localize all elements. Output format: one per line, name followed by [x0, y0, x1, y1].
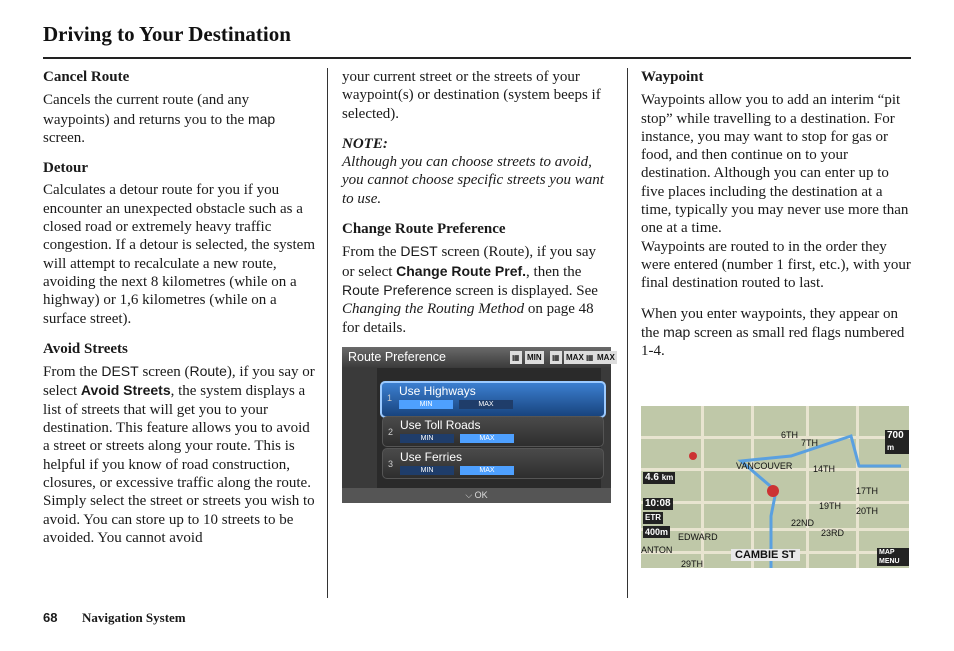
column-right [641, 68, 913, 360]
chip-icon: ▦ [586, 353, 594, 362]
eta-label: ETR [645, 513, 661, 522]
cancel-route-heading: Cancel Route [43, 69, 130, 85]
route-option-ferries[interactable]: 3 Use Ferries MIN MAX [382, 448, 604, 479]
route-option-highways[interactable]: 1 Use Highways MIN MAX [380, 381, 606, 418]
page-title: Driving to Your Destination [43, 22, 291, 46]
street-label: 22ND [791, 518, 815, 528]
column-divider [627, 68, 628, 598]
chevron-down-icon: ⌵ [465, 490, 473, 500]
avoid-streets-heading: Avoid Streets [43, 340, 128, 357]
next-turn-distance: 400m [645, 527, 669, 537]
max-button[interactable]: MAX [459, 400, 513, 409]
waypoint-order-body: Waypoints are routed to in the order they were entered (number 1 first, etc.), with your final destination routed to last. [641, 238, 911, 292]
min-button[interactable]: MIN [400, 434, 454, 443]
max-button[interactable]: MAX [460, 434, 514, 443]
street-label: 17TH [856, 486, 879, 496]
column-middle [342, 68, 612, 337]
avoid-streets-body: From the DEST screen (Route), if you say or select Avoid Streets, the system displays a list of streets that will get you to your destination. This feature allows you to avoid a street or streets along your route. This is helpful if you know of road construction, closures, or excessive traffic along the route. Simply select the street or streets you wish to avoid. You can store up to 10 streets to be avoided. You cannot avoid [43, 363, 315, 546]
waypoint-body: Waypoints allow you to add an interim “pit stop” while travelling to a destination. For instance, you may want to stop for gas or food, and then continue on to your destination. Although you can enter up to five places including the destination at a time, typically you may never use more than one at a time. [641, 92, 909, 237]
min-button[interactable]: MIN [399, 400, 453, 409]
detour-heading: Detour [43, 160, 88, 177]
note-heading: NOTE: [342, 135, 388, 152]
street-label: 14TH [813, 464, 836, 474]
column-left [43, 68, 315, 547]
street-label: 6TH [781, 430, 799, 440]
street-label: 7TH [801, 438, 819, 448]
chip-max: MAX [597, 353, 615, 362]
note-body: Although you can choose streets to avoid, you cannot choose specific streets you want to use. [342, 154, 604, 207]
waypoint-flag [767, 485, 779, 497]
ok-button[interactable]: ⌵ OK [342, 488, 611, 503]
chip-icon: ▦ [512, 353, 520, 362]
detour-body: Calculates a detour route for you if you encounter an unexpected obstacle such as a closed road or extremely heavy traffic congestion. If a detour is selected, the system will attempt to recalculate a new route, avoiding the next 8 kilometres (while on a highway) or 1,6 kilometres (while on a surface street). [43, 182, 316, 327]
change-route-body: From the DEST screen (Route), if you say or select Change Route Pref., then the Route Preference screen is displayed. See Changing the Routing Method on page 48 for details. [342, 243, 598, 336]
title-rule [43, 57, 911, 59]
street-label: ANTON [641, 545, 673, 555]
footer-section: Navigation System [82, 610, 186, 625]
route-preference-titlebar [342, 347, 615, 368]
current-street: CAMBIE ST [731, 549, 800, 561]
street-label: EDWARD [678, 532, 718, 542]
page-number: 68 [43, 610, 58, 625]
side-panel [342, 368, 377, 488]
max-button[interactable]: MAX [460, 466, 514, 475]
waypoint-heading: Waypoint [641, 69, 704, 85]
chip-icon: ▦ [552, 353, 560, 362]
min-button[interactable]: MIN [400, 466, 454, 475]
map-screenshot [641, 406, 909, 568]
street-label: 20TH [856, 506, 879, 516]
street-label: 23RD [821, 528, 845, 538]
waypoint-flags-body: When you enter waypoints, they appear on the map screen as small red flags numbered 1-4. [641, 305, 905, 360]
street-label: 19TH [819, 501, 842, 511]
route-preference-screenshot [342, 347, 615, 503]
cancel-route-body: Cancels the current route (and any waypoints) and returns you to the map screen. [43, 92, 276, 146]
map-menu-button[interactable]: MAP MENU [877, 548, 909, 566]
chip-max: MAX [566, 353, 584, 362]
time-readout: 10:08 [645, 498, 671, 509]
distance-readout: 4.6 km [645, 472, 674, 483]
avoid-streets-continued: your current street or the streets of your waypoint(s) or destination (system beeps if selected). [342, 69, 601, 122]
street-label: VANCOUVER [736, 461, 793, 471]
chip-min: MIN [527, 353, 542, 362]
waypoint-flag [689, 452, 697, 460]
change-route-heading: Change Route Preference [342, 221, 506, 238]
route-preference-title: Route Preference [348, 350, 446, 364]
route-option-toll-roads[interactable]: 2 Use Toll Roads MIN MAX [382, 416, 604, 447]
street-label: 29TH [681, 559, 704, 569]
column-divider [327, 68, 328, 598]
map-scale: 700 m [885, 430, 909, 454]
